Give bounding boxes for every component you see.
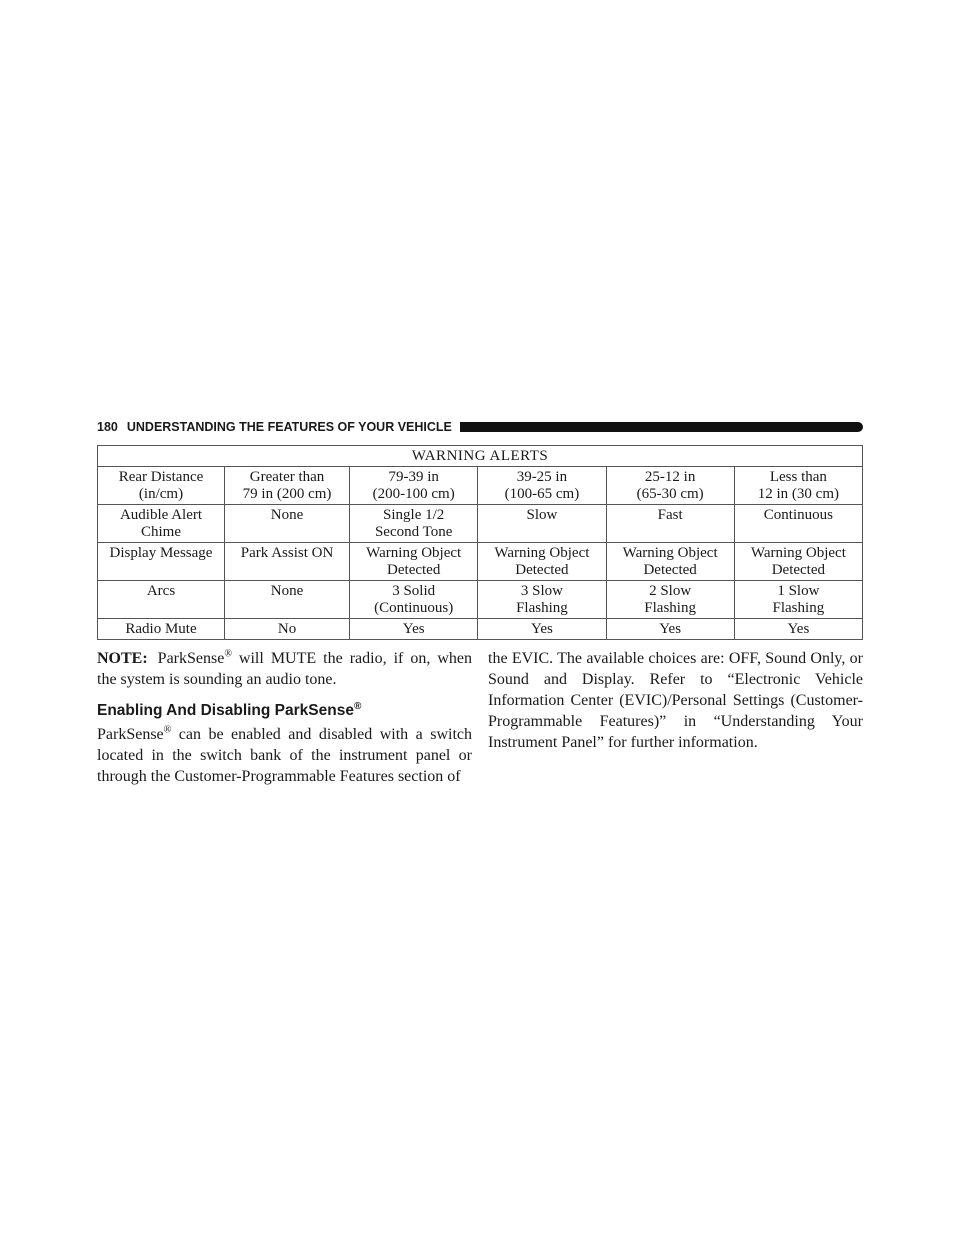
- cell-text: Park Assist ON: [240, 545, 334, 561]
- cell-text: Yes: [659, 621, 682, 637]
- cell-text: Flashing: [516, 600, 568, 616]
- table-cell: [606, 543, 734, 581]
- cell-text: No: [277, 621, 297, 637]
- note-paragraph: [97, 648, 472, 690]
- cell-text: Yes: [787, 621, 810, 637]
- table-body: [98, 467, 863, 640]
- table-row: [98, 467, 863, 505]
- registered-mark: ®: [353, 700, 362, 712]
- right-column: [488, 648, 863, 787]
- table-title-row: [98, 446, 863, 467]
- page-header: [97, 418, 863, 436]
- cell-text: Greater than: [249, 469, 325, 485]
- cell-text: Yes: [530, 621, 553, 637]
- subheading-text: Enabling And Disabling ParkSense: [97, 702, 354, 719]
- table-cell: [478, 467, 606, 505]
- table-cell: [734, 505, 862, 543]
- table-cell: [478, 505, 606, 543]
- cell-text: Detected: [771, 562, 826, 578]
- table-row: [98, 543, 863, 581]
- cell-text: Display Message: [109, 545, 213, 561]
- cell-text: Slow: [526, 507, 558, 523]
- cell-text: 3 Slow: [520, 583, 563, 599]
- text-columns: [97, 648, 863, 787]
- table-cell: [606, 619, 734, 640]
- table-cell: [478, 581, 606, 619]
- cell-text: Less than: [769, 469, 827, 485]
- note-text-a: ParkSense: [157, 650, 225, 667]
- cell-text: (65-30 cm): [636, 486, 704, 502]
- cell-text: 39-25 in: [516, 469, 568, 485]
- table-cell: [350, 467, 478, 505]
- cell-text: 1 Slow: [777, 583, 820, 599]
- body-paragraph-left: [97, 724, 472, 787]
- note-label: NOTE:: [97, 650, 148, 667]
- table-row: [98, 619, 863, 640]
- cell-text: 3 Solid: [392, 583, 436, 599]
- table-cell: [734, 619, 862, 640]
- cell-text: None: [270, 507, 304, 523]
- cell-text: 79-39 in: [388, 469, 439, 485]
- warning-alerts-table: [97, 445, 863, 640]
- row-label-cell: [98, 581, 225, 619]
- row-label-cell: [98, 543, 225, 581]
- cell-text: 2 Slow: [649, 583, 692, 599]
- cell-text: Warning Object: [622, 545, 718, 561]
- cell-text: (in/cm): [138, 486, 184, 502]
- table-cell: [350, 581, 478, 619]
- table-row: [98, 505, 863, 543]
- cell-text: Warning Object: [366, 545, 462, 561]
- table-title: WARNING ALERTS: [98, 446, 863, 467]
- cell-text: Detected: [643, 562, 697, 578]
- table-cell: [225, 467, 350, 505]
- cell-text: Fast: [657, 507, 683, 523]
- cell-text: 79 in (200 cm): [242, 486, 332, 502]
- cell-text: Detected: [387, 562, 441, 578]
- row-label-cell: [98, 619, 225, 640]
- row-label-cell: [98, 505, 225, 543]
- table-cell: [606, 467, 734, 505]
- cell-text: Warning Object: [494, 545, 590, 561]
- cell-text: 25-12 in: [644, 469, 696, 485]
- table-cell: [734, 467, 862, 505]
- page-number: 180: [97, 420, 118, 434]
- registered-mark: ®: [163, 724, 172, 736]
- cell-text: Detected: [515, 562, 569, 578]
- cell-text: Radio Mute: [125, 621, 197, 637]
- cell-text: Single 1/2: [383, 507, 445, 523]
- table-cell: [734, 581, 862, 619]
- cell-text: Flashing: [772, 600, 825, 616]
- cell-text: 12 in (30 cm): [757, 486, 839, 502]
- cell-text: Second Tone: [374, 524, 453, 540]
- cell-text: None: [270, 583, 304, 599]
- cell-text: (Continuous): [374, 600, 454, 616]
- table-cell: [350, 619, 478, 640]
- cell-text: Warning Object: [750, 545, 846, 561]
- table-cell: [350, 543, 478, 581]
- registered-mark: ®: [224, 648, 232, 660]
- cell-text: Flashing: [644, 600, 696, 616]
- note-text-b: will MUTE the radio, if on, when the system is sounding an audio tone.: [97, 650, 472, 688]
- cell-text: Rear Distance: [118, 469, 204, 485]
- header-rule: [460, 422, 863, 432]
- cell-text: Audible Alert: [119, 507, 203, 523]
- cell-text: Chime: [141, 524, 181, 540]
- cell-text: Yes: [402, 621, 425, 637]
- cell-text: Arcs: [146, 583, 176, 599]
- table-cell: [478, 619, 606, 640]
- body-paragraph-right: the EVIC. The available choices are: OFF, Sound Only, or Sound and Display. Refer to “Electronic Vehicle Information Center (EVIC)/Personal Settings (Customer-Programmable Features)” in “Understanding Your Instrument Panel” for further information.: [488, 650, 863, 751]
- table-cell: [225, 581, 350, 619]
- table-cell: [225, 619, 350, 640]
- body-text-a: ParkSense: [97, 726, 164, 743]
- cell-text: (200-100 cm): [372, 486, 455, 502]
- cell-text: Continuous: [763, 507, 833, 523]
- table-cell: [478, 543, 606, 581]
- section-title: UNDERSTANDING THE FEATURES OF YOUR VEHICLE: [126, 420, 452, 434]
- table-cell: [606, 581, 734, 619]
- cell-text: (100-65 cm): [504, 486, 580, 502]
- table-cell: [225, 505, 350, 543]
- table-cell: [606, 505, 734, 543]
- table-row: [98, 581, 863, 619]
- left-column: [97, 648, 472, 787]
- table-cell: [734, 543, 862, 581]
- subheading: [97, 700, 472, 721]
- table-cell: [350, 505, 478, 543]
- row-label-cell: [98, 467, 225, 505]
- body-text-b: can be enabled and disabled with a switch located in the switch bank of the instrument panel or through the Customer-Programmable Features section of: [97, 726, 472, 785]
- table-cell: [225, 543, 350, 581]
